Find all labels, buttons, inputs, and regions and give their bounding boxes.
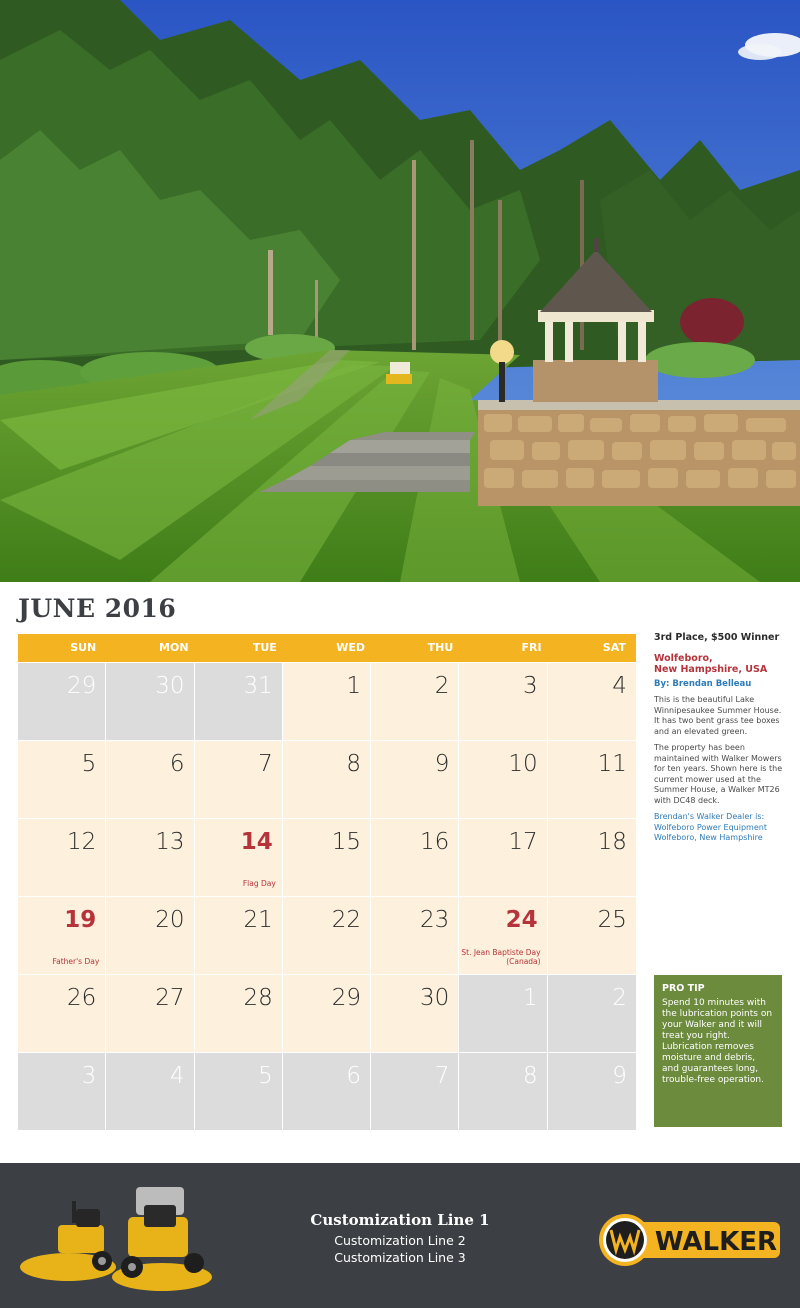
holiday-label: Father's Day bbox=[52, 957, 100, 966]
day-cell-adjacent-month bbox=[18, 1053, 105, 1130]
location-line1: Wolfeboro, bbox=[654, 653, 713, 664]
day-number: 3 bbox=[81, 1063, 97, 1089]
week-row bbox=[18, 1053, 636, 1130]
day-cell bbox=[548, 819, 636, 896]
day-number: 12 bbox=[66, 829, 97, 855]
day-cell-adjacent-month bbox=[195, 1053, 282, 1130]
day-number: 6 bbox=[169, 751, 185, 777]
day-number: 8 bbox=[522, 1063, 538, 1089]
day-number: 31 bbox=[243, 673, 273, 699]
day-number: 2 bbox=[612, 985, 627, 1011]
calendar-grid bbox=[18, 634, 636, 1130]
description-paragraph-2: The property has been maintained with Walker Mowers for ten years. Shown here is the current mower used at the Summer House, a Walker MT26 with DC48 deck. bbox=[654, 743, 783, 805]
weekday-mon: MON bbox=[159, 641, 189, 654]
day-cell bbox=[195, 975, 282, 1052]
day-number: 11 bbox=[597, 751, 627, 777]
day-cell bbox=[195, 741, 282, 818]
day-number: 7 bbox=[258, 751, 273, 777]
day-number: 19 bbox=[64, 907, 97, 933]
day-number: 9 bbox=[612, 1063, 627, 1089]
day-cell bbox=[195, 819, 282, 896]
day-number: 27 bbox=[155, 985, 185, 1011]
day-number: 13 bbox=[155, 829, 185, 855]
day-number: 2 bbox=[434, 673, 450, 699]
day-number: 30 bbox=[155, 673, 185, 699]
dealer-location: Wolfeboro, New Hampshire bbox=[654, 833, 763, 842]
day-number: 1 bbox=[522, 985, 538, 1011]
day-cell bbox=[371, 663, 458, 740]
day-number: 5 bbox=[81, 751, 97, 777]
location bbox=[654, 653, 784, 675]
day-cell bbox=[283, 975, 370, 1052]
day-cell bbox=[548, 897, 636, 974]
byline: By: Brendan Belleau bbox=[654, 679, 752, 689]
hero-photo bbox=[0, 0, 800, 582]
weekday-wed: WED bbox=[336, 641, 366, 654]
day-cell bbox=[106, 897, 193, 974]
week-row bbox=[18, 741, 636, 818]
weekday-header bbox=[18, 634, 636, 662]
location-line2: New Hampshire, USA bbox=[654, 664, 768, 675]
day-number: 3 bbox=[522, 673, 538, 699]
photo-caption bbox=[654, 632, 784, 844]
day-cell bbox=[459, 819, 546, 896]
day-cell-adjacent-month bbox=[106, 663, 193, 740]
day-number: 10 bbox=[508, 751, 538, 777]
weekday-tue: TUE bbox=[252, 641, 277, 654]
day-cell bbox=[283, 663, 370, 740]
day-number: 22 bbox=[331, 907, 362, 933]
month-title: JUNE 2016 bbox=[18, 594, 177, 623]
week-row bbox=[18, 975, 636, 1052]
description-paragraph-1: This is the beautiful Lake Winnipesaukee Summer House. It has two bent grass tee boxes and an elevated green. bbox=[654, 695, 782, 736]
day-cell-adjacent-month bbox=[18, 663, 105, 740]
award-place: 3rd Place, $500 Winner bbox=[654, 632, 780, 643]
day-cell bbox=[459, 741, 546, 818]
day-cell-adjacent-month bbox=[283, 1053, 370, 1130]
customization-line-3: Customization Line 3 bbox=[334, 1250, 466, 1265]
day-cell bbox=[371, 897, 458, 974]
day-cell-adjacent-month bbox=[548, 975, 636, 1052]
walker-logo bbox=[598, 1213, 782, 1272]
pro-tip-box bbox=[654, 975, 782, 1127]
calendar-weeks bbox=[18, 663, 636, 1130]
day-number: 4 bbox=[169, 1063, 185, 1089]
day-number: 18 bbox=[597, 829, 627, 855]
day-cell-adjacent-month bbox=[195, 663, 282, 740]
dealer-label: Brendan's Walker Dealer is: bbox=[654, 812, 765, 821]
day-cell bbox=[459, 663, 546, 740]
day-cell-adjacent-month bbox=[459, 975, 546, 1052]
day-cell bbox=[548, 741, 636, 818]
day-cell-adjacent-month bbox=[371, 1053, 458, 1130]
weekday-thu: THU bbox=[427, 641, 454, 654]
dealer-info bbox=[654, 812, 784, 844]
week-row bbox=[18, 897, 636, 974]
day-number: 9 bbox=[434, 751, 450, 777]
week-row bbox=[18, 663, 636, 740]
day-number: 15 bbox=[331, 829, 362, 855]
day-cell bbox=[106, 741, 193, 818]
day-number: 1 bbox=[346, 673, 362, 699]
day-cell-adjacent-month bbox=[459, 1053, 546, 1130]
pro-tip-heading: PRO TIP bbox=[662, 983, 705, 994]
day-cell bbox=[18, 897, 105, 974]
day-cell bbox=[18, 819, 105, 896]
day-number: 30 bbox=[420, 985, 450, 1011]
day-cell bbox=[283, 741, 370, 818]
day-cell bbox=[18, 741, 105, 818]
customization-block bbox=[260, 1211, 540, 1266]
day-number: 24 bbox=[505, 907, 538, 933]
day-number: 7 bbox=[434, 1063, 450, 1089]
weekday-fri: FRI bbox=[521, 641, 542, 654]
logo-wordmark: WALKER bbox=[654, 1227, 778, 1257]
day-number: 29 bbox=[66, 673, 97, 699]
day-number: 20 bbox=[155, 907, 185, 933]
description bbox=[654, 695, 784, 806]
day-cell bbox=[283, 897, 370, 974]
week-row bbox=[18, 819, 636, 896]
day-number: 25 bbox=[597, 907, 627, 933]
day-number: 5 bbox=[258, 1063, 273, 1089]
day-number: 29 bbox=[331, 985, 362, 1011]
customization-line-2: Customization Line 2 bbox=[334, 1233, 466, 1248]
footer bbox=[0, 1163, 800, 1308]
mower-image bbox=[18, 1181, 218, 1298]
weekday-sat: SAT bbox=[602, 641, 626, 654]
day-number: 17 bbox=[508, 829, 538, 855]
day-number: 6 bbox=[346, 1063, 362, 1089]
holiday-label: St. Jean Baptiste Day (Canada) bbox=[461, 948, 541, 966]
dealer-name: Wolfeboro Power Equipment bbox=[654, 822, 767, 832]
day-number: 4 bbox=[612, 673, 627, 699]
day-number: 16 bbox=[420, 829, 450, 855]
day-number: 8 bbox=[346, 751, 362, 777]
day-cell bbox=[459, 897, 546, 974]
day-cell bbox=[195, 897, 282, 974]
day-cell bbox=[106, 975, 193, 1052]
day-cell bbox=[18, 975, 105, 1052]
day-cell bbox=[371, 741, 458, 818]
day-cell-adjacent-month bbox=[106, 1053, 193, 1130]
day-cell bbox=[371, 975, 458, 1052]
day-cell bbox=[371, 819, 458, 896]
weekday-sun: SUN bbox=[70, 641, 97, 654]
day-cell bbox=[548, 663, 636, 740]
day-cell bbox=[106, 819, 193, 896]
pro-tip-text: Spend 10 minutes with the lubrication points on your Walker and it will treat you right. Lubrication removes moisture and debris, and guarantees long, trouble-free operation. bbox=[662, 998, 773, 1085]
day-number: 21 bbox=[243, 907, 273, 933]
holiday-label: Flag Day bbox=[242, 879, 276, 888]
customization-line-1: Customization Line 1 bbox=[310, 1211, 490, 1229]
day-number: 28 bbox=[243, 985, 273, 1011]
day-number: 26 bbox=[66, 985, 97, 1011]
day-cell bbox=[283, 819, 370, 896]
day-cell-adjacent-month bbox=[548, 1053, 636, 1130]
day-number: 14 bbox=[240, 829, 273, 855]
day-number: 23 bbox=[420, 907, 450, 933]
